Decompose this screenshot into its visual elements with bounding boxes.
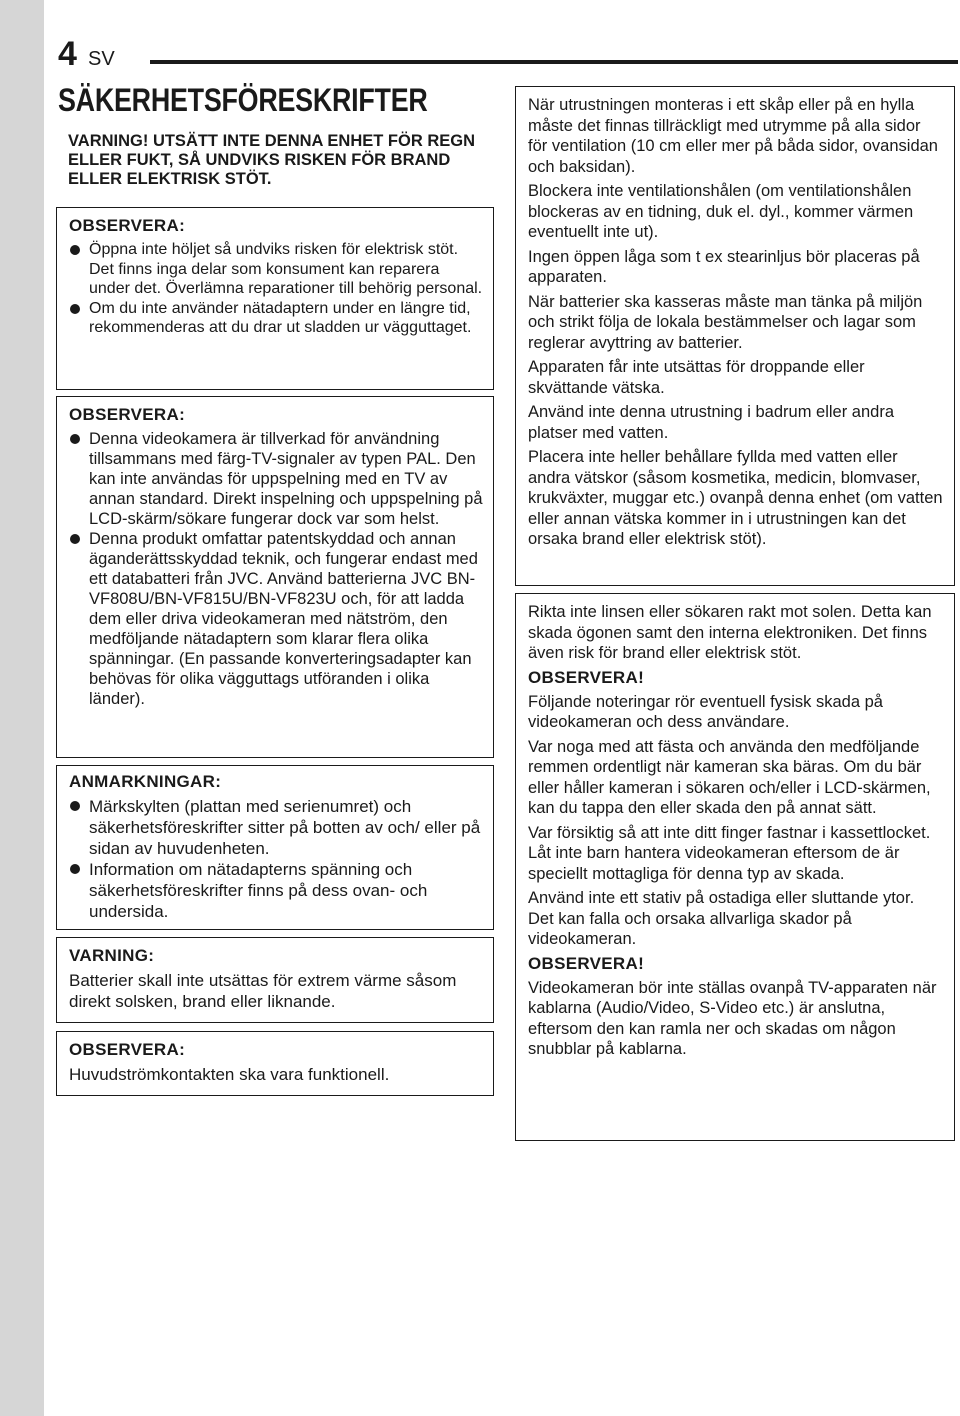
bullet-icon — [70, 864, 80, 874]
observera-heading: OBSERVERA! — [528, 667, 645, 687]
page-side-bar — [0, 0, 44, 1416]
right-box-1 — [515, 86, 955, 586]
paragraph: Följande noteringar rör eventuell fysisk skada på videokameran och dess användare. — [528, 692, 883, 731]
list-item-text: Öppna inte höljet så undviks risken för elektrisk stöt. Det finns inga delar som konsument kan reparera under det. Överlämna reparationer till behörig personal. — [89, 241, 483, 297]
list-item — [69, 429, 483, 529]
paragraph: Blockera inte ventilationshålen (om ventilationshålen blockeras av en tidning, duk el. dyl., kommer värmen eventuellt inte ut). — [528, 182, 914, 241]
list-item-text: Denna produkt omfattar patentskyddad och annan äganderättsskyddad teknik, och fungerar endast med ett databatteri från JVC. Använd batterierna JVC BN-VF808U/BN-VF815U/BN-VF823U och, för att ladda dem eller driva videokameran med nätström, den medföljande nätadaptern som klarar flera olika spänningar. (En passande konverteringsadapter kan behövas för olika vägguttags utföranden i olika länder). — [89, 530, 478, 708]
paragraph: Var försiktig så att inte ditt finger fastnar i kassettlocket. Låt inte barn hantera videokameran eftersom de är speciellt mottagliga för denna typ av skada. — [528, 823, 931, 883]
paragraph: Apparaten får inte utsättas för droppande eller skvättande vätska. — [528, 358, 865, 397]
box-text: Batterier skall inte utsättas för extrem värme såsom direkt solsken, brand eller liknande. — [69, 971, 457, 1011]
box-heading: OBSERVERA: — [69, 1040, 186, 1059]
box-heading: ANMARKNINGAR: — [69, 772, 222, 791]
observera-box-2 — [56, 396, 494, 758]
list-item — [69, 796, 483, 859]
list-item — [69, 240, 483, 299]
page-number: 4 — [58, 35, 77, 73]
bullet-icon — [70, 245, 80, 255]
paragraph: Ingen öppen låga som t ex stearinljus bör placeras på apparaten. — [528, 247, 920, 286]
page-header — [58, 34, 958, 78]
paragraph: När batterier ska kasseras måste man tänka på miljön och strikt följa de lokala bestämmelser och lagar som reglerar avyttring av batterier. — [528, 292, 923, 352]
main-warning: VARNING! UTSÄTT INTE DENNA ENHET FÖR REGN ELLER FUKT, SÅ UNDVIKS RISKEN FÖR BRAND ELLER ELEKTRISK STÖT. — [68, 132, 475, 188]
observera-box-1 — [56, 207, 494, 390]
page-language: SV — [88, 48, 115, 70]
paragraph: Använd inte ett stativ på ostadiga eller sluttande ytor. Det kan falla och orsaka allvarliga skador på videokameran. — [528, 889, 915, 948]
observera-heading: OBSERVERA! — [528, 953, 645, 973]
box-heading: VARNING: — [69, 946, 155, 965]
paragraph: Var noga med att fästa och använda den medföljande remmen ordentligt när kameran ska bäras. Om du bär eller håller kameran i sökaren och/eller i LCD-skärmen, kan du tappa den eller skada den på annat sätt. — [528, 737, 931, 817]
list-item — [69, 299, 483, 338]
paragraph: När utrustningen monteras i ett skåp eller på en hylla måste det finnas tillräckligt med utrymme på alla sidor för ventilation (10 cm eller mer på båda sidor, ovansidan och baksidan). — [528, 96, 938, 176]
box-heading: OBSERVERA: — [69, 405, 186, 424]
header-rule — [150, 60, 958, 64]
bullet-icon — [70, 304, 80, 314]
paragraph: Rikta inte linsen eller sökaren rakt mot solen. Detta kan skada ögonen samt den interna elektroniken. Det finns även risk för brand eller elektrisk stöt. — [528, 603, 932, 662]
right-box-2 — [515, 593, 955, 1141]
list-item-text: Om du inte använder nätadaptern under en längre tid, rekommenderas att du drar ut sladden ur vägguttaget. — [89, 299, 472, 336]
varning-box — [56, 937, 494, 1023]
page-title: SÄKERHETSFÖRESKRIFTER — [58, 82, 428, 118]
list-item-text: Märkskylten (plattan med serienumret) och säkerhetsföreskrifter sitter på botten av och/ eller på sidan av huvudenheten. — [89, 797, 481, 858]
observera-box-3 — [56, 1031, 494, 1096]
list-item-text: Information om nätadapterns spänning och säkerhetsföreskrifter finns på dess ovan- och undersida. — [89, 860, 428, 921]
paragraph: Använd inte denna utrustning i badrum eller andra platser med vatten. — [528, 403, 894, 442]
box-heading: OBSERVERA: — [69, 216, 186, 235]
list-item — [69, 529, 483, 709]
paragraph: Placera inte heller behållare fyllda med vatten eller andra vätskor (såsom kosmetika, medicin, blomvaser, krukväxter, muggar etc.) ovanpå denna enhet (om vatten eller annan vätska kommer in i utrustningen kan det orsaka brand eller elektrisk stöt). — [528, 448, 943, 548]
paragraph: Videokameran bör inte ställas ovanpå TV-apparaten när kablarna (Audio/Video, S-Video etc.) är anslutna, eftersom den kan ramla ner och skadas om någon snubblar på kablarna. — [528, 978, 937, 1058]
bullet-icon — [70, 434, 80, 444]
anmarkningar-box — [56, 765, 494, 930]
list-item — [69, 859, 483, 922]
bullet-icon — [70, 801, 80, 811]
box-text: Huvudströmkontakten ska vara funktionell. — [69, 1065, 390, 1084]
bullet-icon — [70, 534, 80, 544]
list-item-text: Denna videokamera är tillverkad för användning tillsammans med färg-TV-signaler av typen PAL. Den kan inte användas för uppspelning med en TV av annan standard. Direkt inspelning och uppspelning på LCD-skärm/sökare fungerar dock var som helst. — [89, 430, 483, 528]
